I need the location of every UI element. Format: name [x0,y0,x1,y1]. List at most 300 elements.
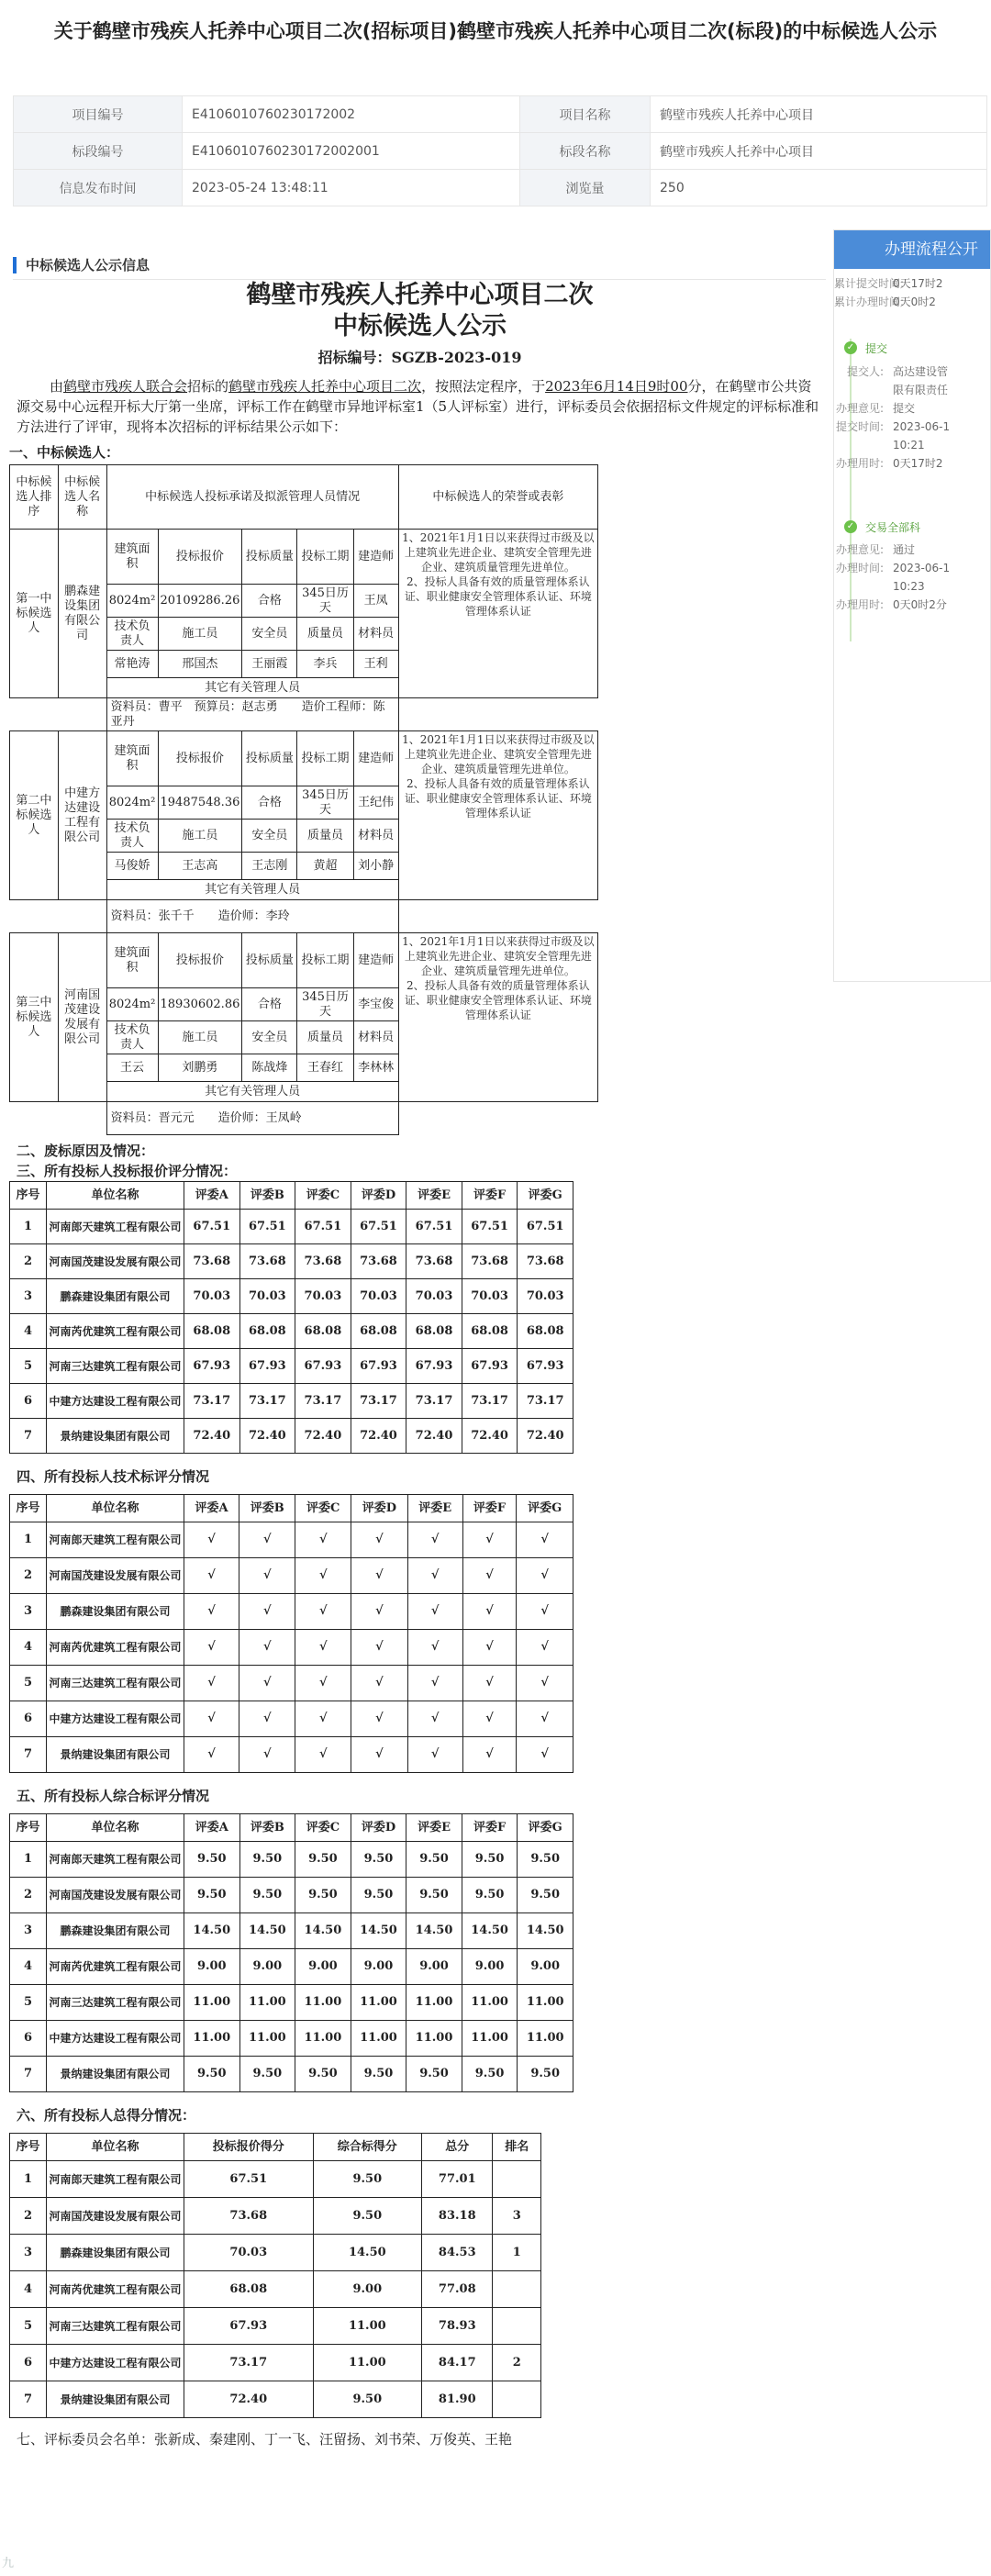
table-row [10,2161,541,2198]
score-cell: 68.08 [518,1314,573,1349]
score-cell: 9.50 [313,2381,422,2418]
column-label: 建筑面积 [106,731,158,786]
table-row [10,1244,573,1279]
score-cell: 78.93 [422,2308,493,2345]
candidate-price: 20109286.26 [158,585,242,618]
score-cell: 68.08 [184,1314,240,1349]
score-cell: 67.93 [406,1349,462,1384]
process-panel-title: 办理流程公开 [834,230,990,269]
column-header: 单位名称 [47,2134,184,2161]
table-row [10,1878,573,1913]
company-name: 河南国茂建设发展有限公司 [47,2198,184,2235]
candidate-safety: 王志刚 [242,853,297,880]
panel-row: 办理用时: 0天17时2 [835,457,943,470]
section-7-heading: 七、评标委员会名单：张新成、秦建刚、丁一飞、汪留扬、刘书荣、万俊英、王艳 [17,2431,513,2448]
score-cell: √ [462,1630,517,1666]
score-cell: √ [295,1701,351,1737]
section-5-heading: 五、所有投标人综合标评分情况 [17,1788,210,1804]
score-cell: 67.93 [351,1349,406,1384]
company-name: 景纳建设集团有限公司 [47,1419,184,1454]
row-number: 1 [10,2161,47,2198]
score-cell: √ [295,1558,351,1594]
score-cell: 14.50 [518,1913,573,1949]
score-cell: √ [239,1594,295,1630]
candidate-rank: 第三中标候选人 [10,933,59,1102]
score-cell: 70.03 [351,1279,406,1314]
views-count: 250 [651,170,987,206]
score-cell: 68.08 [184,2271,314,2308]
score-cell: 11.00 [462,2021,518,2057]
row-number: 2 [10,1878,47,1913]
score-cell: 9.00 [295,1949,351,1985]
column-header: 评委B [239,1814,295,1842]
table-row [10,2198,541,2235]
score-cell: 9.50 [462,1878,518,1913]
project-name-label: 项目名称 [520,96,651,133]
score-cell: √ [462,1522,517,1558]
column-header: 评委F [462,1495,517,1522]
column-label: 投标报价 [158,933,242,988]
company-name: 景纳建设集团有限公司 [47,2381,184,2418]
score-cell: √ [407,1594,462,1630]
price-score-table [9,1181,573,1454]
column-header: 序号 [10,1495,47,1522]
column-header: 评委D [351,1182,406,1210]
row-number: 6 [10,1384,47,1419]
table-row [10,1419,573,1454]
column-header: 序号 [10,1814,47,1842]
score-cell: 67.93 [184,1349,240,1384]
score-cell: 73.17 [295,1384,351,1419]
section-6-heading: 六、所有投标人总得分情况： [17,2107,196,2124]
column-header: 评委G [518,1814,573,1842]
candidate-period: 345日历天 [297,786,353,820]
column-label: 投标质量 [242,933,297,988]
section-1-heading: 一、中标候选人： [9,444,120,461]
candidate-arch: 王纪伟 [353,786,398,820]
row-number: 5 [10,1349,47,1384]
other-staff-label: 其它有关管理人员 [106,880,398,900]
doc-title-2: 中标候选人公示 [333,312,507,340]
table-row [10,2308,541,2345]
info-table [13,95,987,206]
row-number: 7 [10,1419,47,1454]
score-cell: √ [184,1558,239,1594]
table-row [10,2271,541,2308]
score-cell: √ [184,1666,239,1701]
column-label: 建造师 [353,530,398,585]
row-number: 3 [10,1594,47,1630]
column-header: 评委F [462,1182,518,1210]
score-cell: 9.50 [351,2057,406,2092]
candidate-other-staff: 资料员：曹平 预算员：赵志勇 造价工程师：陈亚丹 [106,698,398,731]
candidate-other-staff: 资料员：张千千 造价师：李玲 [106,900,398,933]
score-cell: √ [239,1522,295,1558]
score-cell: 9.50 [239,1878,295,1913]
company-name: 景纳建设集团有限公司 [47,2057,184,2092]
score-cell: √ [239,1737,295,1773]
candidate-period: 345日历天 [297,988,353,1021]
company-name: 河南国茂建设发展有限公司 [47,1244,184,1279]
candidate-row [10,933,598,988]
score-cell: 11.00 [239,2021,295,2057]
score-cell: √ [295,1630,351,1666]
score-cell: 68.08 [239,1314,295,1349]
score-cell [493,2308,541,2345]
score-cell: 14.50 [239,1913,295,1949]
candidate-worker: 王志高 [158,853,242,880]
table-row [10,1949,573,1985]
panel-row: 办理用时: 0天0时2分 [835,598,947,611]
score-cell: 67.51 [184,2161,314,2198]
score-cell: √ [462,1737,517,1773]
process-panel [833,229,991,982]
company-name: 鹏森建设集团有限公司 [47,2235,184,2271]
score-cell: 70.03 [184,2235,314,2271]
score-cell: √ [351,1737,407,1773]
h-honor: 中标候选人的荣誉或表彰 [398,465,597,530]
score-cell: 9.50 [184,2057,240,2092]
technical-score-table [9,1494,573,1773]
table-row [10,1666,573,1701]
score-cell [493,2271,541,2308]
score-cell: 11.00 [518,2021,573,2057]
page-title: 关于鹤壁市残疾人托养中心项目二次(招标项目)鹤壁市残疾人托养中心项目二次(标段)的中标候选人公示 [53,20,938,42]
column-header: 评委C [295,1182,351,1210]
section-3-heading: 三、所有投标人投标报价评分情况： [17,1163,238,1179]
column-header: 投标报价得分 [184,2134,314,2161]
column-label: 施工员 [158,820,242,853]
row-number: 4 [10,1630,47,1666]
score-cell: 14.50 [462,1913,518,1949]
score-cell: 11.00 [351,1985,406,2021]
row-number: 2 [10,1558,47,1594]
panel-row: 累计办理时间:0天0时2 [834,296,936,308]
score-cell: √ [184,1630,239,1666]
row-number: 5 [10,2308,47,2345]
step-complete-icon: ✓ [844,520,857,533]
column-label: 质量员 [297,618,353,651]
table-row [10,1279,573,1314]
column-label: 施工员 [158,618,242,651]
score-cell: 73.17 [184,1384,240,1419]
candidate-mat: 刘小静 [353,853,398,880]
company-name: 河南国茂建设发展有限公司 [47,1878,184,1913]
score-cell: 72.40 [406,1419,462,1454]
column-label: 质量员 [297,820,353,853]
row-number: 3 [10,2235,47,2271]
score-cell: √ [351,1522,407,1558]
candidate-qc: 李兵 [297,651,353,678]
panel-row: 10:23 [893,580,925,593]
score-cell: 9.00 [351,1949,406,1985]
column-header: 序号 [10,1182,47,1210]
table-row [10,1349,573,1384]
score-cell: √ [184,1522,239,1558]
score-cell: 9.50 [295,1878,351,1913]
score-cell: 70.03 [295,1279,351,1314]
score-cell: 73.17 [351,1384,406,1419]
score-cell: 72.40 [184,2381,314,2418]
column-label: 技术负责人 [106,1021,158,1054]
score-cell: 1 [493,2235,541,2271]
score-cell: √ [517,1666,573,1701]
h-rank: 中标候选人排序 [10,465,59,530]
score-cell: 9.50 [406,1878,462,1913]
table-row [10,2057,573,2092]
score-cell: 67.51 [184,1210,240,1244]
candidate-quality: 合格 [242,786,297,820]
company-name: 中建方达建设工程有限公司 [47,2021,184,2057]
score-cell: 73.68 [184,2198,314,2235]
candidate-area: 8024m² [106,786,158,820]
column-header: 评委A [184,1182,240,1210]
other-staff-label: 其它有关管理人员 [106,1082,398,1102]
candidate-tech: 常艳涛 [106,651,158,678]
score-cell: 73.17 [406,1384,462,1419]
column-label: 投标报价 [158,731,242,786]
score-cell: 70.03 [518,1279,573,1314]
score-cell: √ [517,1594,573,1630]
score-cell: 9.50 [313,2161,422,2198]
column-label: 投标工期 [297,933,353,988]
company-name: 中建方达建设工程有限公司 [47,1384,184,1419]
company-name: 河南郎天建筑工程有限公司 [47,1842,184,1878]
column-header: 评委B [239,1182,295,1210]
score-cell: 11.00 [239,1985,295,2021]
column-header: 评委G [518,1182,573,1210]
section-name-label: 标段名称 [520,133,651,170]
candidate-area: 8024m² [106,585,158,618]
table-row [10,2381,541,2418]
column-header: 单位名称 [47,1182,184,1210]
score-cell: 68.08 [295,1314,351,1349]
company-name: 鹏森建设集团有限公司 [47,1594,184,1630]
score-cell: 9.00 [406,1949,462,1985]
score-cell: 67.51 [295,1210,351,1244]
score-cell: 9.50 [295,1842,351,1878]
score-cell: 67.51 [406,1210,462,1244]
column-label: 建筑面积 [106,530,158,585]
score-cell: √ [184,1737,239,1773]
column-header: 评委E [407,1495,462,1522]
table-row [10,2021,573,2057]
project-name: 鹤壁市残疾人托养中心项目 [651,96,987,133]
column-header: 评委G [517,1495,573,1522]
score-cell: 11.00 [406,2021,462,2057]
company-name: 河南郎天建筑工程有限公司 [47,1522,184,1558]
score-cell: √ [184,1701,239,1737]
table-row [10,2345,541,2381]
doc-title-1: 鹤壁市残疾人托养中心项目二次 [246,281,594,309]
column-header: 综合标得分 [313,2134,422,2161]
row-number: 5 [10,1666,47,1701]
intro-paragraph: 由鹤壁市残疾人联合会招标的鹤壁市残疾人托养中心项目二次，按照法定程序，于2023年6月14日9时00分，在鹤壁市公共资源交易中心远程开标大厅第一坐席，评标工作在鹤壁市异地评标室1（5人评标室）进行，评标委员会依据招标文件规定的评标标准和方法进行了评审，现将本次招标的评标结果公示如下： [17,378,819,435]
score-cell: 67.93 [239,1349,295,1384]
score-cell: 73.17 [239,1384,295,1419]
column-label: 技术负责人 [106,820,158,853]
column-label: 安全员 [242,1021,297,1054]
company-name: 鹏森建设集团有限公司 [47,1279,184,1314]
column-label: 质量员 [297,1021,353,1054]
column-header: 评委C [295,1814,351,1842]
score-cell: 73.68 [295,1244,351,1279]
score-cell: 73.68 [518,1244,573,1279]
candidate-worker: 刘鹏勇 [158,1054,242,1082]
candidate-other-staff: 资料员：晋元元 造价师：王凤岭 [106,1102,398,1135]
panel-row: 限有限责任 [893,384,949,396]
score-cell: 9.50 [184,1842,240,1878]
overall-score-table [9,1813,573,2092]
section-2-heading: 二、废标原因及情况： [17,1143,155,1159]
score-cell: √ [351,1594,407,1630]
column-header: 单位名称 [47,1814,184,1842]
score-cell: √ [239,1701,295,1737]
score-cell: 11.00 [351,2021,406,2057]
table-row [10,1558,573,1594]
score-cell: 73.68 [239,1244,295,1279]
score-cell: √ [517,1522,573,1558]
score-cell: 9.50 [184,1878,240,1913]
score-cell: 72.40 [518,1419,573,1454]
column-label: 安全员 [242,820,297,853]
score-cell: √ [462,1558,517,1594]
column-label: 投标质量 [242,530,297,585]
score-cell: 73.68 [406,1244,462,1279]
score-cell: 83.18 [422,2198,493,2235]
score-cell: 72.40 [184,1419,240,1454]
score-cell: 84.17 [422,2345,493,2381]
table-row [10,1737,573,1773]
candidate-quality: 合格 [242,988,297,1021]
table-row [10,1314,573,1349]
score-cell: 68.08 [406,1314,462,1349]
column-label: 投标报价 [158,530,242,585]
column-header: 序号 [10,2134,47,2161]
score-cell: 11.00 [184,2021,240,2057]
candidate-safety: 陈战烽 [242,1054,297,1082]
score-cell: √ [295,1594,351,1630]
score-cell: 73.17 [462,1384,518,1419]
section-heading: 中标候选人公示信息 [13,257,150,273]
score-cell: √ [462,1594,517,1630]
score-cell: 9.50 [406,1842,462,1878]
company-name: 河南郎天建筑工程有限公司 [47,1210,184,1244]
column-header: 评委D [351,1495,407,1522]
company-name: 鹏森建设集团有限公司 [47,1913,184,1949]
candidate-name: 鹏森建设集团有限公司 [58,530,106,698]
candidate-rank: 第二中标候选人 [10,731,59,900]
score-cell: 72.40 [239,1419,295,1454]
score-cell: 11.00 [462,1985,518,2021]
score-cell: 73.68 [351,1244,406,1279]
table-row [10,1842,573,1878]
column-header: 评委E [406,1814,462,1842]
row-number: 5 [10,1985,47,2021]
score-cell: √ [184,1594,239,1630]
score-cell: 2 [493,2345,541,2381]
column-label: 技术负责人 [106,618,158,651]
column-header: 评委A [184,1495,239,1522]
candidate-name: 河南国茂建设发展有限公司 [58,933,106,1102]
score-cell: √ [407,1701,462,1737]
panel-row: 办理意见: 提交 [835,402,916,415]
candidate-price: 19487548.36 [158,786,242,820]
score-cell: √ [295,1737,351,1773]
score-cell: 14.50 [295,1913,351,1949]
candidate-arch: 李宝俊 [353,988,398,1021]
other-staff-label: 其它有关管理人员 [106,678,398,698]
row-number: 1 [10,1210,47,1244]
score-cell: 9.50 [351,1842,406,1878]
panel-row: 办理意见: 通过 [835,543,916,556]
row-number: 1 [10,1522,47,1558]
table-row [10,1210,573,1244]
company-name: 河南三达建筑工程有限公司 [47,1985,184,2021]
score-cell [493,2381,541,2418]
total-score-table [9,2133,541,2418]
score-cell: 11.00 [295,2021,351,2057]
score-cell: 9.50 [518,1878,573,1913]
score-cell: 68.08 [462,1314,518,1349]
section-4-heading: 四、所有投标人技术标评分情况 [17,1468,210,1485]
score-cell: √ [239,1558,295,1594]
score-cell: √ [517,1630,573,1666]
candidate-tech: 王云 [106,1054,158,1082]
row-number: 2 [10,1244,47,1279]
section-name: 鹤壁市残疾人托养中心项目 [651,133,987,170]
score-cell: 14.50 [406,1913,462,1949]
project-no: E4106010760230172002 [183,96,520,133]
score-cell: 9.00 [518,1949,573,1985]
column-label: 材料员 [353,820,398,853]
score-cell: 9.50 [462,2057,518,2092]
panel-row: 10:21 [893,439,925,452]
score-cell: √ [407,1666,462,1701]
company-name: 河南芮优建筑工程有限公司 [47,1949,184,1985]
score-cell [493,2161,541,2198]
section-no-label: 标段编号 [14,133,183,170]
panel-row: 提交时间: 2023-06-1 [835,420,951,433]
candidate-worker: 邢国杰 [158,651,242,678]
column-header: 排名 [493,2134,541,2161]
company-name: 河南三达建筑工程有限公司 [47,2308,184,2345]
company-name: 河南郎天建筑工程有限公司 [47,2161,184,2198]
row-number: 4 [10,2271,47,2308]
score-cell: 11.00 [313,2345,422,2381]
step1-name: 提交 [865,342,888,355]
candidate-honor: 1、2021年1月1日以来获得过市级及以上建筑业先进企业、建筑安全管理先进企业、建筑质量管理先进单位。 2、投标人具备有效的质量管理体系认证、职业健康安全管理体系认证、环境管理体系认证 [398,933,597,1102]
column-header: 评委B [239,1495,295,1522]
column-label: 建筑面积 [106,933,158,988]
candidate-period: 345日历天 [297,585,353,618]
company-name: 河南芮优建筑工程有限公司 [47,1314,184,1349]
company-name: 河南芮优建筑工程有限公司 [47,2271,184,2308]
score-cell: √ [239,1666,295,1701]
column-header: 评委E [406,1182,462,1210]
score-cell: 11.00 [313,2308,422,2345]
score-cell: √ [517,1737,573,1773]
candidate-tech: 马俊娇 [106,853,158,880]
score-cell: 67.51 [239,1210,295,1244]
score-cell: 9.50 [518,1842,573,1878]
candidate-qc: 王春红 [297,1054,353,1082]
panel-row: 办理时间: 2023-06-1 [835,562,951,574]
score-cell: √ [351,1558,407,1594]
publish-time: 2023-05-24 13:48:11 [183,170,520,206]
announcement-document [9,280,830,2449]
row-number: 4 [10,1314,47,1349]
